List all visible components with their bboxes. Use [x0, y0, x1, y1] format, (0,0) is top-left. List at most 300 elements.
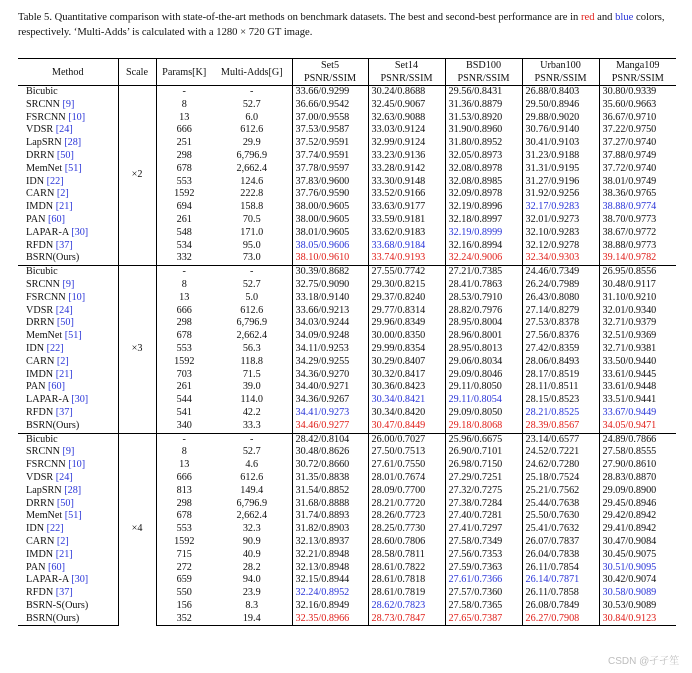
psnr-ssim-cell: 38.88/0.9773: [602, 239, 657, 251]
psnr-ssim-cell: 32.34/0.9303: [522, 252, 599, 265]
psnr-ssim-cell: 25.96/0.6675: [445, 433, 522, 446]
table-row: [18, 613, 676, 626]
psnr-ssim-cell: 30.32/0.8417: [368, 369, 445, 382]
params-cell: 678: [176, 162, 192, 174]
params-cell: 272: [176, 561, 192, 573]
method-name: [18, 498, 118, 511]
table-row: [18, 124, 676, 137]
psnr-ssim-cell: 30.34/0.8421: [368, 394, 445, 407]
psnr-ssim-cell: 30.42/0.9074: [602, 574, 657, 586]
psnr-ssim-cell: 26.43/0.8080: [522, 292, 599, 305]
method-name: [18, 292, 118, 305]
method-name: [18, 188, 118, 201]
psnr-ssim-cell: 27.56/0.8376: [522, 330, 599, 343]
multiadds-cell: 222.8: [212, 188, 292, 201]
psnr-ssim-cell: 28.11/0.8511: [522, 381, 599, 394]
method-label: CARN: [26, 355, 55, 367]
psnr-ssim-cell: 28.60/0.7806: [368, 536, 445, 549]
params-cell: 1592: [174, 535, 195, 547]
table-row: [18, 292, 676, 305]
params-cell: 298: [176, 317, 192, 329]
psnr-ssim-cell: 32.18/0.8997: [445, 214, 522, 227]
psnr-ssim-cell: 38.36/0.9765: [602, 188, 657, 200]
psnr-ssim-cell: 27.56/0.7353: [445, 549, 522, 562]
psnr-ssim-cell: 38.67/0.9772: [602, 226, 657, 238]
table-row: [18, 394, 676, 407]
multiadds-cell: 118.8: [212, 356, 292, 369]
group-x2: [18, 86, 676, 266]
multiadds-cell: 29.9: [212, 137, 292, 150]
psnr-ssim-cell: 32.09/0.8978: [445, 188, 522, 201]
psnr-ssim-cell: 28.96/0.8001: [445, 330, 522, 343]
psnr-ssim-cell: 28.41/0.7863: [445, 279, 522, 292]
psnr-ssim-cell: 27.32/0.7275: [445, 485, 522, 498]
method-label: DRRN: [26, 497, 55, 509]
psnr-ssim-cell: 26.07/0.7837: [522, 536, 599, 549]
citation-link[interactable]: [22]: [46, 523, 64, 535]
psnr-ssim-cell: 38.10/0.9610: [292, 252, 368, 265]
psnr-ssim-cell: 30.72/0.8660: [292, 459, 368, 472]
multiadds-cell: 40.9: [212, 549, 292, 562]
psnr-ssim-cell: 30.36/0.8423: [368, 381, 445, 394]
psnr-ssim-cell: 32.13/0.8948: [292, 561, 368, 574]
table-row: [18, 536, 676, 549]
psnr-ssim-cell: 39.14/0.9782: [602, 252, 657, 264]
psnr-ssim-cell: 31.92/0.9256: [522, 188, 599, 201]
params-cell: 534: [176, 239, 192, 251]
psnr-ssim-cell: 27.55/0.7742: [368, 266, 445, 279]
citation-link[interactable]: [60]: [48, 381, 65, 393]
multiadds-cell: 52.7: [212, 446, 292, 459]
method-name: [18, 227, 118, 240]
method-label: FSRCNN: [26, 459, 66, 471]
multiadds-cell: 70.5: [212, 214, 292, 227]
psnr-ssim-cell: 37.00/0.9558: [292, 112, 368, 125]
psnr-ssim-cell: 28.95/0.8013: [445, 343, 522, 356]
psnr-ssim-cell: 33.03/0.9124: [368, 124, 445, 137]
params-cell: 715: [176, 548, 192, 560]
params-cell: 156: [176, 599, 192, 611]
header-scale: Scale: [118, 59, 156, 86]
header-metric: PSNR/SSIM: [445, 72, 522, 86]
method-name: [18, 536, 118, 549]
multiadds-cell: 42.2: [212, 407, 292, 420]
table-row: [18, 523, 676, 536]
psnr-ssim-cell: 30.84/0.9123: [599, 613, 676, 626]
citation-link[interactable]: [37]: [55, 587, 73, 599]
psnr-ssim-cell: 34.36/0.9270: [292, 369, 368, 382]
params-cell: -: [156, 86, 212, 99]
header-params: Params[K]: [156, 59, 212, 86]
method-label: LAPAR-A: [26, 394, 69, 406]
psnr-ssim-cell: 26.88/0.8403: [522, 86, 599, 99]
citation-link[interactable]: [28]: [64, 137, 82, 149]
multiadds-cell: 94.0: [212, 574, 292, 587]
psnr-ssim-cell: 32.24/0.9006: [445, 252, 522, 265]
params-cell: 13: [179, 111, 190, 123]
psnr-ssim-cell: 26.08/0.7849: [522, 600, 599, 613]
group-x4: [18, 433, 676, 626]
psnr-ssim-cell: 38.88/0.9774: [602, 201, 657, 213]
psnr-ssim-cell: 31.35/0.8838: [292, 472, 368, 485]
method-label: BSRN(Ours): [26, 419, 80, 431]
psnr-ssim-cell: 32.63/0.9088: [368, 112, 445, 125]
psnr-ssim-cell: 32.16/0.8994: [445, 240, 522, 253]
citation-link[interactable]: [9]: [62, 279, 75, 291]
citation-link[interactable]: [51]: [64, 330, 82, 342]
citation-link[interactable]: [50]: [56, 150, 74, 162]
psnr-ssim-cell: 32.21/0.8948: [292, 549, 368, 562]
psnr-ssim-cell: 32.08/0.8985: [445, 176, 522, 189]
table-row: [18, 150, 676, 163]
citation-link[interactable]: [37]: [55, 239, 73, 251]
table-row: [18, 86, 676, 99]
method-label: PAN: [26, 561, 46, 573]
psnr-ssim-cell: 29.30/0.8215: [368, 279, 445, 292]
psnr-ssim-cell: 24.46/0.7349: [522, 266, 599, 279]
psnr-ssim-cell: 34.40/0.9271: [292, 381, 368, 394]
citation-link[interactable]: [21]: [55, 368, 73, 380]
params-cell: 550: [176, 587, 192, 599]
citation-link[interactable]: [10]: [68, 291, 86, 303]
method-name: [18, 459, 118, 472]
citation-link[interactable]: [2]: [56, 535, 69, 547]
psnr-ssim-cell: 34.05/0.9471: [602, 419, 657, 431]
multiadds-cell: 114.0: [212, 394, 292, 407]
psnr-ssim-cell: 27.61/0.7366: [445, 574, 522, 587]
psnr-ssim-cell: 32.71/0.9381: [602, 343, 657, 355]
multiadds-cell: 56.3: [212, 343, 292, 356]
psnr-ssim-cell: 30.76/0.9140: [522, 124, 599, 137]
params-cell: -: [156, 266, 212, 279]
method-label: SRCNN: [26, 279, 60, 291]
psnr-ssim-cell: 29.09/0.8046: [445, 369, 522, 382]
psnr-ssim-cell: 25.44/0.7638: [522, 498, 599, 511]
psnr-ssim-cell: 32.16/0.8949: [292, 600, 368, 613]
psnr-ssim-cell: 30.58/0.9089: [602, 587, 657, 599]
citation-link[interactable]: [51]: [64, 162, 82, 174]
citation-link[interactable]: [60]: [48, 214, 65, 226]
psnr-ssim-cell: 32.15/0.8944: [292, 574, 368, 587]
citation-link[interactable]: [22]: [46, 175, 64, 187]
method-name: [18, 433, 118, 446]
psnr-ssim-cell: 28.25/0.7730: [368, 523, 445, 536]
psnr-ssim-cell: 27.90/0.8610: [602, 459, 657, 471]
table-row: [18, 446, 676, 459]
citation-link[interactable]: [37]: [55, 407, 73, 419]
psnr-ssim-cell: 24.52/0.7221: [522, 446, 599, 459]
citation-link[interactable]: [9]: [62, 446, 75, 458]
table-row: [18, 510, 676, 523]
psnr-ssim-cell: 33.18/0.9140: [292, 292, 368, 305]
multiadds-cell: 612.6: [212, 472, 292, 485]
psnr-ssim-cell: 29.18/0.8068: [445, 420, 522, 433]
multiadds-cell: 28.2: [212, 561, 292, 574]
method-label: LAPAR-A: [26, 226, 69, 238]
psnr-ssim-cell: 29.42/0.8942: [602, 510, 657, 522]
multiadds-cell: 2,662.4: [212, 163, 292, 176]
psnr-ssim-cell: 32.12/0.9278: [522, 240, 599, 253]
method-label: BSRN(Ours): [26, 252, 80, 264]
table-row: [18, 574, 676, 587]
method-label: LapSRN: [26, 137, 62, 149]
method-name: [18, 305, 118, 318]
multiadds-cell: 5.0: [212, 292, 292, 305]
table-row: [18, 433, 676, 446]
params-cell: 548: [176, 226, 192, 238]
method-name: [18, 523, 118, 536]
header-dataset-urban100: Urban100: [522, 59, 599, 73]
multiadds-cell: 90.9: [212, 536, 292, 549]
caption-blue-word: blue: [615, 12, 634, 23]
psnr-ssim-cell: 27.50/0.7513: [368, 446, 445, 459]
comparison-table: [18, 58, 676, 626]
psnr-ssim-cell: 33.28/0.9142: [368, 163, 445, 176]
citation-link[interactable]: [22]: [46, 343, 64, 355]
psnr-ssim-cell: 38.00/0.9605: [292, 201, 368, 214]
psnr-ssim-cell: 30.39/0.8682: [292, 266, 368, 279]
psnr-ssim-cell: 30.34/0.8420: [368, 407, 445, 420]
table-row: [18, 201, 676, 214]
method-name: [18, 574, 118, 587]
psnr-ssim-cell: 27.40/0.7281: [445, 510, 522, 523]
multiadds-cell: 6,796.9: [212, 150, 292, 163]
psnr-ssim-cell: 27.58/0.7349: [445, 536, 522, 549]
psnr-ssim-cell: 29.77/0.8314: [368, 305, 445, 318]
psnr-ssim-cell: 29.11/0.8050: [445, 381, 522, 394]
method-name: [18, 99, 118, 112]
citation-link[interactable]: [30]: [71, 226, 89, 238]
psnr-ssim-cell: 28.61/0.7822: [368, 561, 445, 574]
params-cell: 678: [176, 330, 192, 342]
psnr-ssim-cell: 30.80/0.9339: [599, 86, 676, 99]
table-row: [18, 176, 676, 189]
psnr-ssim-cell: 30.24/0.8688: [368, 86, 445, 99]
table-row: [18, 472, 676, 485]
table-row: [18, 561, 676, 574]
citation-link[interactable]: [50]: [56, 317, 74, 329]
params-cell: 8: [181, 98, 187, 110]
citation-link[interactable]: [2]: [56, 355, 69, 367]
method-label: RFDN: [26, 407, 54, 419]
citation-link[interactable]: [50]: [56, 497, 74, 509]
caption-text-2: and: [594, 12, 616, 23]
psnr-ssim-cell: 36.67/0.9710: [602, 111, 657, 123]
params-cell: 8: [181, 446, 187, 458]
citation-link[interactable]: [10]: [68, 111, 86, 123]
params-cell: 298: [176, 497, 192, 509]
citation-link[interactable]: [24]: [55, 472, 73, 483]
method-label: BSRN(Ours): [26, 612, 80, 624]
method-name: [18, 86, 118, 99]
psnr-ssim-cell: 32.17/0.9283: [522, 201, 599, 214]
psnr-ssim-cell: 30.29/0.8407: [368, 356, 445, 369]
psnr-ssim-cell: 30.51/0.9095: [602, 561, 657, 573]
psnr-ssim-cell: 30.45/0.9075: [602, 548, 657, 560]
params-cell: 544: [176, 394, 192, 406]
citation-link[interactable]: [24]: [55, 304, 73, 316]
citation-link[interactable]: [2]: [56, 188, 69, 200]
method-label: IDN: [26, 523, 45, 535]
psnr-ssim-cell: 33.62/0.9183: [368, 227, 445, 240]
psnr-ssim-cell: 34.29/0.9255: [292, 356, 368, 369]
method-name: [18, 587, 118, 600]
psnr-ssim-cell: 27.53/0.8378: [522, 317, 599, 330]
psnr-ssim-cell: 26.00/0.7027: [368, 433, 445, 446]
method-label: MemNet: [26, 330, 63, 342]
table-row: [18, 137, 676, 150]
psnr-ssim-cell: 34.11/0.9253: [292, 343, 368, 356]
psnr-ssim-cell: 28.61/0.7818: [368, 574, 445, 587]
table-row: [18, 498, 676, 511]
psnr-ssim-cell: 28.83/0.8870: [602, 472, 657, 483]
method-label: CARN: [26, 535, 55, 547]
psnr-ssim-cell: 28.09/0.7700: [368, 485, 445, 498]
psnr-ssim-cell: 27.41/0.7297: [445, 523, 522, 536]
method-label: DRRN: [26, 150, 55, 162]
params-cell: 666: [176, 472, 192, 483]
psnr-ssim-cell: 31.82/0.8903: [292, 523, 368, 536]
psnr-ssim-cell: 37.72/0.9740: [602, 162, 657, 174]
multiadds-cell: 124.6: [212, 176, 292, 189]
psnr-ssim-cell: 28.17/0.8519: [522, 369, 599, 382]
psnr-ssim-cell: 25.21/0.7562: [522, 485, 599, 498]
header-metric: PSNR/SSIM: [599, 72, 676, 86]
psnr-ssim-cell: 26.11/0.7854: [522, 561, 599, 574]
params-cell: 541: [176, 407, 192, 419]
citation-link[interactable]: [21]: [55, 548, 73, 560]
method-name: [18, 600, 118, 613]
table-row: [18, 163, 676, 176]
multiadds-cell: 23.9: [212, 587, 292, 600]
method-label: SRCNN: [26, 98, 60, 110]
psnr-ssim-cell: 33.63/0.9177: [368, 201, 445, 214]
citation-link[interactable]: [28]: [64, 484, 82, 496]
psnr-ssim-cell: 37.74/0.9591: [292, 150, 368, 163]
table-caption: [18, 10, 680, 40]
psnr-ssim-cell: 27.14/0.8279: [522, 305, 599, 318]
method-label: PAN: [26, 214, 46, 226]
multiadds-cell: -: [212, 266, 292, 279]
multiadds-cell: 4.6: [212, 459, 292, 472]
group-x3: [18, 266, 676, 433]
params-cell: 8: [181, 279, 187, 291]
psnr-ssim-cell: 27.42/0.8359: [522, 343, 599, 356]
psnr-ssim-cell: 30.53/0.9089: [602, 599, 657, 611]
psnr-ssim-cell: 33.52/0.9166: [368, 188, 445, 201]
method-name: [18, 124, 118, 137]
psnr-ssim-cell: 26.27/0.7908: [522, 613, 599, 626]
psnr-ssim-cell: 32.75/0.9090: [292, 279, 368, 292]
psnr-ssim-cell: 31.80/0.8952: [445, 137, 522, 150]
psnr-ssim-cell: 32.01/0.9340: [602, 304, 657, 316]
psnr-ssim-cell: 28.58/0.7811: [368, 549, 445, 562]
params-cell: 553: [176, 175, 192, 187]
params-cell: 13: [179, 459, 190, 471]
psnr-ssim-cell: 33.30/0.9148: [368, 176, 445, 189]
multiadds-cell: 52.7: [212, 99, 292, 112]
psnr-ssim-cell: 33.67/0.9449: [602, 407, 657, 419]
psnr-ssim-cell: 29.56/0.8431: [445, 86, 522, 99]
citation-link[interactable]: [24]: [55, 124, 73, 136]
psnr-ssim-cell: 28.21/0.7720: [368, 498, 445, 511]
table-row: [18, 305, 676, 318]
method-label: LapSRN: [26, 484, 62, 496]
psnr-ssim-cell: 34.09/0.9248: [292, 330, 368, 343]
method-name: [18, 613, 118, 626]
psnr-ssim-cell: 32.51/0.9369: [602, 330, 657, 342]
psnr-ssim-cell: 37.78/0.9597: [292, 163, 368, 176]
psnr-ssim-cell: 29.09/0.8900: [602, 484, 657, 496]
table-row: [18, 343, 676, 356]
psnr-ssim-cell: 28.42/0.8104: [292, 433, 368, 446]
params-cell: 694: [176, 201, 192, 213]
scale-cell: ×3: [118, 266, 156, 433]
psnr-ssim-cell: 32.19/0.8999: [445, 227, 522, 240]
psnr-ssim-cell: 31.10/0.9210: [602, 291, 657, 303]
citation-link[interactable]: [60]: [48, 561, 65, 573]
psnr-ssim-cell: 29.45/0.8946: [602, 497, 657, 509]
psnr-ssim-cell: 36.66/0.9542: [292, 99, 368, 112]
table-row: [18, 99, 676, 112]
citation-link[interactable]: [9]: [62, 98, 75, 110]
header-dataset-set14: Set14: [368, 59, 445, 73]
psnr-ssim-cell: 27.21/0.7385: [445, 266, 522, 279]
citation-link[interactable]: [51]: [64, 510, 82, 522]
method-name: [18, 485, 118, 498]
method-label: VDSR: [26, 124, 54, 136]
method-name: [18, 317, 118, 330]
params-cell: 13: [179, 291, 190, 303]
psnr-ssim-cell: 31.54/0.8852: [292, 485, 368, 498]
caption-red-word: red: [580, 12, 595, 23]
params-cell: 703: [176, 368, 192, 380]
psnr-ssim-cell: 30.48/0.9117: [602, 279, 656, 291]
multiadds-cell: 52.7: [212, 279, 292, 292]
method-name: [18, 266, 118, 279]
psnr-ssim-cell: 33.61/0.9445: [602, 368, 657, 380]
method-label: Bicubic: [26, 266, 58, 278]
citation-link[interactable]: [30]: [71, 574, 89, 586]
multiadds-cell: 32.3: [212, 523, 292, 536]
psnr-ssim-cell: 32.08/0.8978: [445, 163, 522, 176]
psnr-ssim-cell: 29.11/0.8054: [445, 394, 522, 407]
citation-link[interactable]: [21]: [55, 201, 73, 213]
method-label: FSRCNN: [26, 111, 66, 123]
scale-cell: ×2: [118, 86, 156, 266]
citation-link[interactable]: [30]: [71, 394, 89, 406]
psnr-ssim-cell: 33.61/0.9448: [602, 381, 657, 393]
psnr-ssim-cell: 28.26/0.7723: [368, 510, 445, 523]
params-cell: -: [156, 433, 212, 446]
method-name: [18, 279, 118, 292]
psnr-ssim-cell: 29.88/0.9020: [522, 112, 599, 125]
header-metric: PSNR/SSIM: [522, 72, 599, 86]
method-label: CARN: [26, 188, 55, 200]
psnr-ssim-cell: 32.71/0.9379: [602, 317, 657, 329]
table-row: [18, 600, 676, 613]
table-row: [18, 369, 676, 382]
method-label: IDN: [26, 343, 45, 355]
citation-link[interactable]: [10]: [68, 459, 86, 471]
header-dataset-set5: Set5: [292, 59, 368, 73]
psnr-ssim-cell: 31.36/0.8879: [445, 99, 522, 112]
psnr-ssim-cell: 25.18/0.7524: [522, 472, 599, 485]
psnr-ssim-cell: 28.82/0.7976: [445, 305, 522, 318]
psnr-ssim-cell: 32.05/0.8973: [445, 150, 522, 163]
psnr-ssim-cell: 27.38/0.7284: [445, 498, 522, 511]
multiadds-cell: 39.0: [212, 381, 292, 394]
